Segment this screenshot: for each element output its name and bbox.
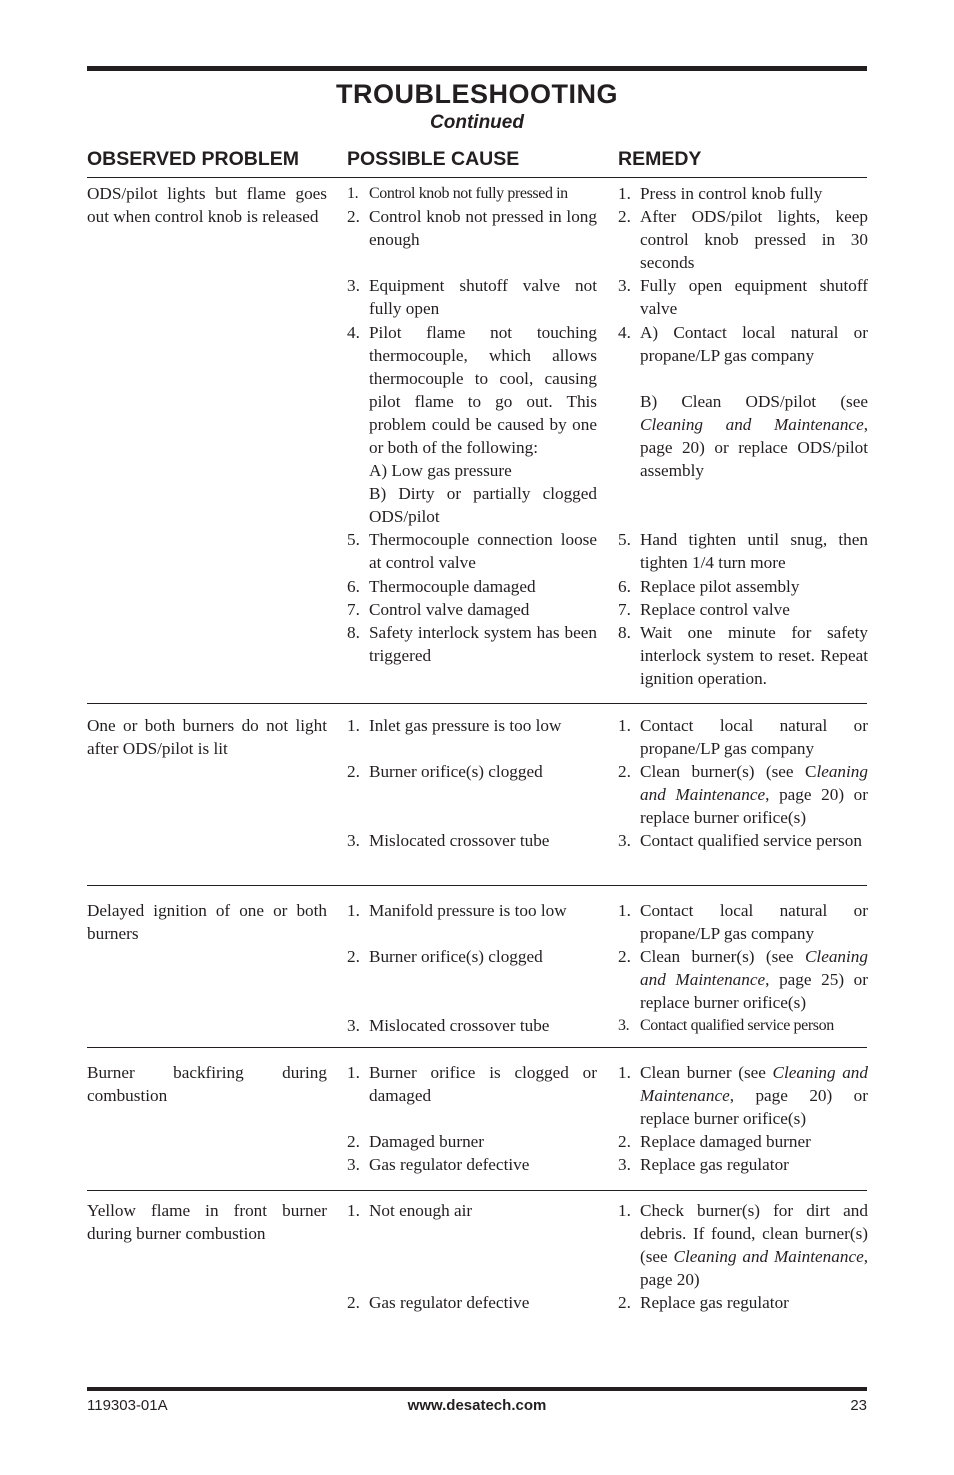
cause-item: 3. Mislocated crossover tube	[347, 1016, 550, 1035]
observed-problem: One or both burners do not light after ODS/pilot is lit	[87, 716, 327, 758]
cause-item: 2. Gas regulator defective	[347, 1293, 530, 1312]
column-header-cause: POSSIBLE CAUSE	[347, 148, 520, 170]
remedy-item: 1. Contact local natural or propane/LP gas company	[618, 716, 868, 758]
remedy-item: 2. After ODS/pilot lights, keep control knob pressed in 30 seconds	[618, 207, 868, 272]
cause-subitem: B) Dirty or partially clogged ODS/pilot	[369, 484, 597, 526]
observed-problem: Burner backfiring during combustion	[87, 1063, 327, 1105]
remedy-subitem: B) Clean ODS/pilot (see Cleaning and Maintenance, page 20) or replace ODS/pilot assembly	[640, 392, 868, 480]
remedy-item: 5. Hand tighten until snug, then tighten 1/4 turn more	[618, 530, 868, 572]
cause-item: 7. Control valve damaged	[347, 600, 530, 619]
remedy-item: 1. Contact local natural or propane/LP gas company	[618, 901, 868, 943]
row-divider	[87, 1190, 867, 1191]
remedy-item: 4. A) Contact local natural or propane/LP gas company	[618, 323, 868, 365]
column-header-remedy: REMEDY	[618, 148, 702, 170]
remedy-item: 1. Check burner(s) for dirt and debris. If found, clean burner(s) (see Cleaning and Maintenance, page 20)	[618, 1201, 869, 1289]
remedy-item: 8. Wait one minute for safety interlock system to reset. Repeat ignition operation.	[618, 623, 868, 688]
remedy-item: 6. Replace pilot assembly	[618, 577, 800, 596]
remedy-item: 7. Replace control valve	[618, 600, 790, 619]
cause-item: 2. Damaged burner	[347, 1132, 485, 1151]
remedy-item: 1. Clean burner (see Cleaning and Maintenance, page 20) or replace burner orifice(s)	[618, 1063, 868, 1128]
document-number: 119303-01A	[87, 1397, 168, 1414]
cause-item: 1. Not enough air	[347, 1201, 473, 1220]
cause-subitem: A) Low gas pressure	[369, 461, 512, 480]
website-link[interactable]: www.desatech.com	[407, 1397, 547, 1414]
cause-item: 1. Control knob not fully pressed in	[347, 185, 568, 202]
page-subtitle: Continued	[430, 112, 524, 133]
top-rule	[87, 66, 867, 71]
remedy-item: 3. Fully open equipment shutoff valve	[618, 276, 868, 318]
remedy-item: 3. Contact qualified service person	[618, 1017, 834, 1034]
cause-item: 1. Burner orifice is clogged or damaged	[347, 1063, 597, 1105]
row-divider	[87, 1047, 867, 1048]
observed-problem: ODS/pilot lights but flame goes out when control knob is released	[87, 184, 327, 226]
footer-rule	[87, 1387, 867, 1391]
page-number: 23	[850, 1397, 867, 1414]
cause-item: 8. Safety interlock system has been triggered	[347, 623, 597, 665]
cause-item: 3. Gas regulator defective	[347, 1155, 530, 1174]
remedy-item: 2. Clean burner(s) (see Cleaning and Maintenance, page 25) or replace burner orifice(s)	[618, 947, 868, 1012]
row-divider	[87, 885, 867, 886]
page-title: TROUBLESHOOTING	[336, 79, 618, 109]
cause-item: 1. Inlet gas pressure is too low	[347, 716, 562, 735]
column-header-problem: OBSERVED PROBLEM	[87, 148, 300, 170]
cause-item: 3. Mislocated crossover tube	[347, 831, 550, 850]
header-divider	[87, 177, 867, 178]
row-divider	[87, 703, 867, 704]
remedy-item: 1. Press in control knob fully	[618, 184, 823, 203]
remedy-item: 2. Replace damaged burner	[618, 1132, 811, 1151]
remedy-item: 2. Clean burner(s) (see Cleaning and Maintenance, page 20) or replace burner orifice(s)	[618, 762, 868, 827]
cause-item: 4. Pilot flame not touching thermocouple, which allows thermocouple to cool, causing pilot flame to go out. This problem could be caused by one or both of the following:	[347, 323, 597, 457]
cause-item: 3. Equipment shutoff valve not fully open	[347, 276, 597, 318]
observed-problem: Delayed ignition of one or both burners	[87, 901, 327, 943]
cause-item: 6. Thermocouple damaged	[347, 577, 536, 596]
remedy-item: 2. Replace gas regulator	[618, 1293, 789, 1312]
cause-item: 2. Control knob not pressed in long enough	[347, 207, 597, 249]
cause-item: 5. Thermocouple connection loose at control valve	[347, 530, 597, 572]
cause-item: 1. Manifold pressure is too low	[347, 901, 567, 920]
remedy-item: 3. Contact qualified service person	[618, 831, 862, 850]
remedy-item: 3. Replace gas regulator	[618, 1155, 789, 1174]
cause-item: 2. Burner orifice(s) clogged	[347, 947, 543, 966]
observed-problem: Yellow flame in front burner during burner combustion	[87, 1201, 327, 1243]
cause-item: 2. Burner orifice(s) clogged	[347, 762, 543, 781]
